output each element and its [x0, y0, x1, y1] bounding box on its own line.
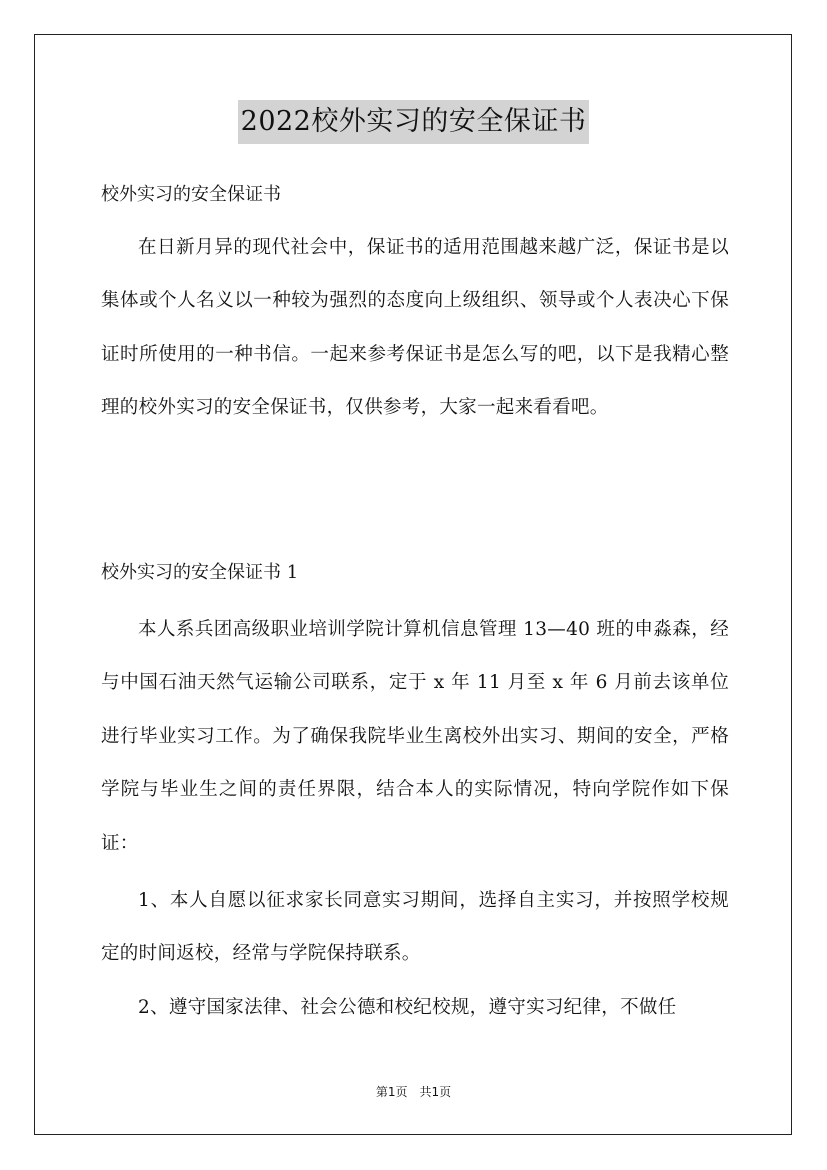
section1-paragraph-3: 2、遵守国家法律、社会公德和校纪校规，遵守实习纪律，不做任 [138, 997, 677, 1018]
page-footer: 第1页 共1页 [375, 1085, 452, 1099]
intro-heading: 校外实习的安全保证书 [101, 184, 281, 205]
intro-paragraph: 在日新月异的现代社会中，保证书的适用范围越来越广泛，保证书是以集体或个人名义以一种较为强烈的态度向上级组织、领导或个人表决心下保证时所使用的一种书信。一起来参考保证书是怎么写的吧，以下是我精心整理的校外实习的安全保证书，仅供参考，大家一起来看看吧。 [101, 237, 729, 419]
section1-paragraph-2: 1、本人自愿以征求家长同意实习期间，选择自主实习，并按照学校规定的时间返校，经常与学院保持联系。 [101, 890, 729, 965]
document-title-text: 2022校外实习的安全保证书 [238, 100, 590, 144]
section1-paragraph-1: 本人系兵团高级职业培训学院计算机信息管理 13—40 班的申淼森，经与中国石油天然气运输公司联系，定于 x 年 11 月至 x 年 6 月前去该单位进行毕业实习工作。为了确保我院毕业生离校外出实习、期间的安全，严格学院与毕业生之间的责任界限，结合本人的实际情况，特向学院作如下保证： [101, 619, 729, 854]
document-title [0, 100, 827, 144]
section1-heading: 校外实习的安全保证书 1 [101, 562, 299, 583]
